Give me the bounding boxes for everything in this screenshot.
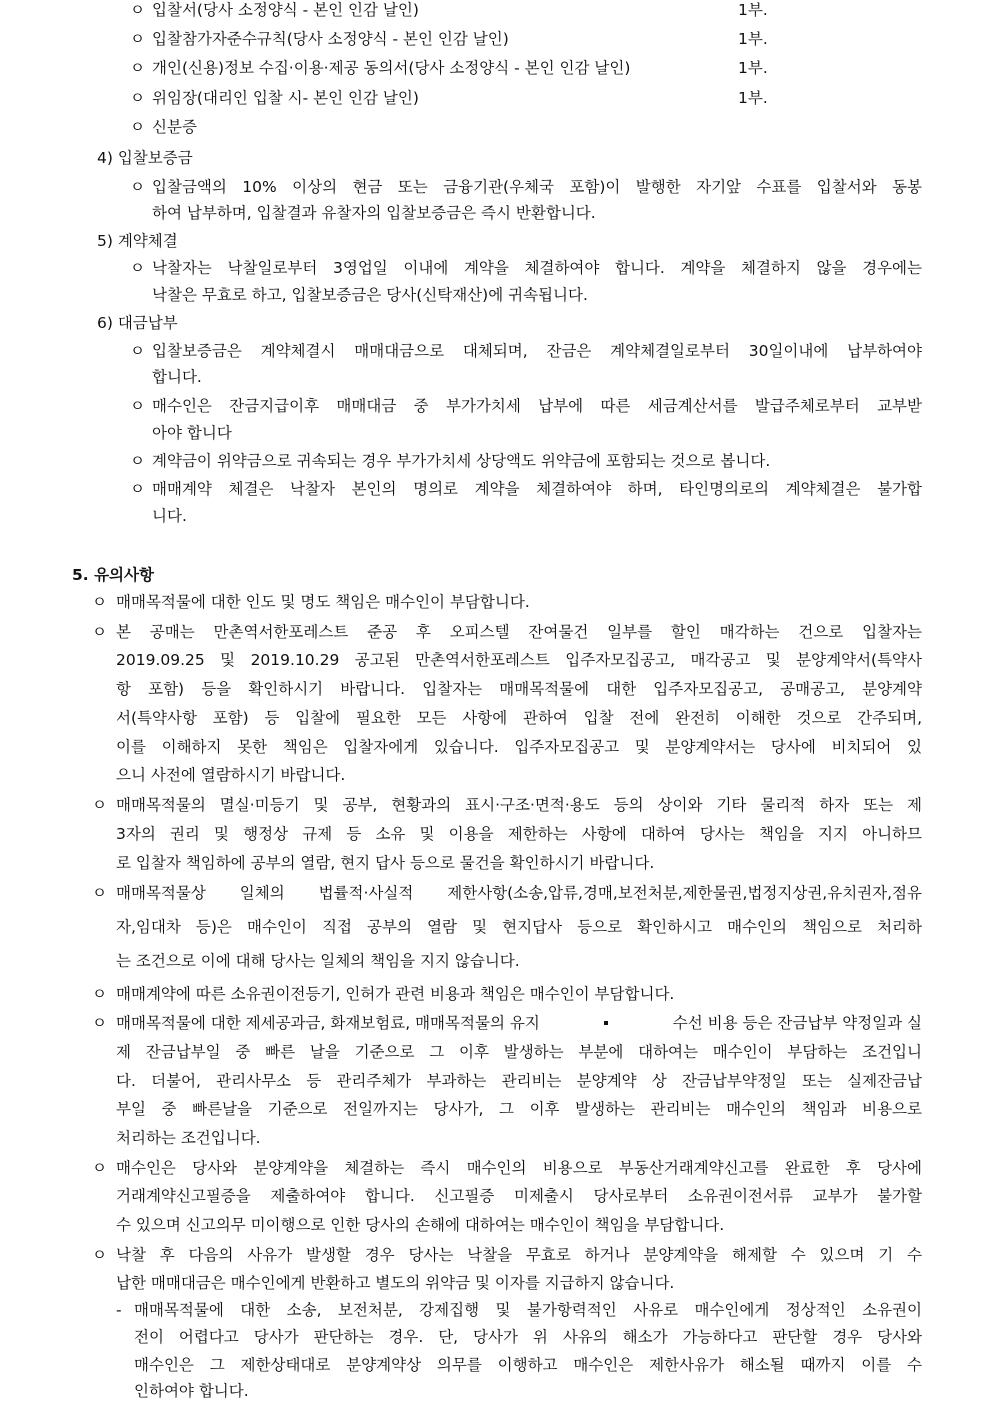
paragraph-line: 매수인은 잔금지급이후 매매대금 중 부가가치세 납부에 따른 세금계산서를 발급주체로부터 교부받 bbox=[152, 397, 922, 415]
section-heading-notes: 5. 유의사항 bbox=[72, 566, 154, 584]
document-page: ㅇ 입찰서(당사 소정양식 - 본인 인감 날인) 1부. ㅇ 입찰참가자준수규칙(당사 소정양식 - 본인 인감 날인) 1부. ㅇ 개인(신용)정보 수집·이용·제공 동의서(당사 소정양식 - 본인 인감 날인) 1부. ㅇ 위임장(대리인 입찰 시- 본인 인감 날인) 1부. ㅇ 신분증 4) 입찰보증금 ㅇ 입찰금액의 10% 이상의 현금 또는 금융기관(우체국 포함)이 발행한 자기앞 수표를 입찰서와 동봉 하여 납부하며, 입찰결과 유찰자의 입찰보증금은 즉시 반환합니다. 5) 계약체결 ㅇ 낙찰자는 낙찰일로부터 3영업일 이내에 계약을 체결하여야 합니다. 계약을 체결하지 않을 경우에는 낙찰은 무효로 하고, 입찰보증금은 당사(신탁재산)에 귀속됩니다. 6) 대금납부 ㅇ 입찰보증금은 계약체결시 매매대금으로 대체되며, 잔금은 계약체결일로부터 30일이내에 납부하여야 합니다. ㅇ 매수인은 잔금지급이후 매매대금 중 부가가치세 납부에 따른 세금계산서를 발급주체로부터 교부받 아야 합니다 ㅇ 계약금이 위약금으로 귀속되는 경우 부가가치세 상당액도 위약금에 포함되는 것으로 봅니다. ㅇ 매매계약 체결은 낙찰자 본인의 명의로 계약을 체결하여야 하며, 타인명의로의 계약체결은 불가합 니다. 5. 유의사항 ㅇ 매매목적물에 대한 인도 및 명도 책임은 매수인이 부담합니다. ㅇ 본 공매는 만촌역서한포레스트 준공 후 오피스텔 잔여물건 일부를 할인 매각하는 건으로 입찰자는 2019.09.25 및 2019.10.29 공고된 만촌역서한포레스트 입주자모집공고, 매각공고 및 분양계약서(특약사 항 포함) 등을 확인하시기 바랍니다. 입찰자는 매매목적물에 대한 입주자모집공고, 공매공고, 분양계약 서(특약사항 포함) 등 입찰에 필요한 모든 사항에 관하여 입찰 전에 완전히 이해한 것으로 간주되며, 이를 이해하지 못한 책임은 입찰자에게 있습니다. 입주자모집공고 및 분양계약서는 당사에 비치되어 있 으니 사전에 열람하시기 바랍니다. ㅇ 매매목적물의 멸실·미등기 및 공부, 현황과의 표시·구조·면적·용도 등의 상이와 기타 물리적 하자 또는 제 3자의 권리 및 행정상 규제 등 소유 및 이용을 제한하는 사항에 대하여 당사는 책임을 지지 아니하므 로 입찰자 책임하에 공부의 열람, 현지 답사 등으로 물건을 확인하시기 바랍니다. ㅇ 매매목적물상 일체의 법률적·사실적 제한사항(소송,압류,경매,보전처분,제한물권,법정지상권,유치권자,점유 자,임대차 등)은 매수인이 직접 공부의 열람 및 현지답사 등으로 확인하시고 매수인의 책임으로 처리하 는 조건으로 이에 대해 당사는 일체의 책임을 지지 않습니다. ㅇ 매매계약에 따른 소유권이전등기, 인허가 관련 비용과 책임은 매수인이 부담합니다. ㅇ 매매목적물에 대한 제세공과금, 화재보험료, 매매목적물의 유지 수선 비용 등은 잔금납부 약정일과 실 제 잔금납부일 중 빠른 날을 기준으로 그 이후 발생하는 부분에 대하여는 매수인이 부담하는 조건입니 다. 더불어, 관리사무소 등 관리주체가 부과하는 관리비는 분양계약 상 잔금납부약정일 또는 실제잔금납 부일 중 빠른날을 기준으로 전일까지는 당사가, 그 이후 발생하는 관리비는 매수인의 책임과 비용으로 처리하는 조건입니다. ㅇ 매수인은 당사와 분양계약을 체결하는 즉시 매수인의 비용으로 부동산거래계약신고를 완료한 후 당사에 거래계약신고필증을 제출하여야 합니다. 신고필증 미제출시 당사로부터 소유권이전서류 교부가 불가할 수 있으며 신고의무 미이행으로 인한 당사의 손해에 대하여는 매수인이 책임을 부담합니다. ㅇ 낙찰 후 다음의 사유가 발생할 경우 당사는 낙찰을 무효로 하거나 분양계약을 해제할 수 있으며 기 수 납한 매매대금은 매수인에게 반환하고 별도의 위약금 및 이자를 지급하지 않습니다. - 매매목적물에 대한 소송, 보전처분, 강제집행 및 불가항력적인 사유로 매수인에게 정상적인 소유권이 전이 어렵다고 당사가 판단하는 경우. 단, 당사가 위 사유의 해소가 가능하다고 판단할 경우 당사와 매수인은 그 제한상태대로 분양계약상 의무를 이행하고 매수인은 제한사유가 해소될 때까지 이를 수 인하여야 합니다. bbox=[72, 1, 922, 1400]
paragraph-line: 계약금이 위약금으로 귀속되는 경우 부가가치세 상당액도 위약금에 포함되는 것으로 봅니다. bbox=[152, 452, 771, 470]
paragraph-line: 입찰보증금은 계약체결시 매매대금으로 대체되며, 잔금은 계약체결일로부터 30일이내에 납부하여야 bbox=[152, 342, 922, 360]
paragraph-line: 2019.09.25 및 2019.10.29 공고된 만촌역서한포레스트 입주자모집공고, 매각공고 및 분양계약서(특약사 bbox=[116, 651, 922, 669]
paragraph-line: 매매계약에 따른 소유권이전등기, 인허가 관련 비용과 책임은 매수인이 부담합니다. bbox=[116, 985, 675, 1003]
paragraph-line: 인하여야 합니다. bbox=[134, 1382, 249, 1400]
paragraph-line: 매수인은 그 제한상태대로 분양계약상 의무를 이행하고 매수인은 제한사유가 해소될 때까지 이를 수 bbox=[134, 1356, 922, 1374]
paragraph-line: 매매목적물상 일체의 법률적·사실적 제한사항(소송,압류,경매,보전처분,제한물권,법정지상권,유치권자,점유 bbox=[116, 884, 922, 902]
paragraph-line: 매매목적물에 대한 소송, 보전처분, 강제집행 및 불가항력적인 사유로 매수인에게 정상적인 소유권이 bbox=[134, 1301, 922, 1319]
paragraph-line: 제 잔금납부일 중 빠른 날을 기준으로 그 이후 발생하는 부분에 대하여는 매수인이 부담하는 조건입니 bbox=[116, 1043, 922, 1061]
paragraph-line: 로 입찰자 책임하에 공부의 열람, 현지 답사 등으로 물건을 확인하시기 바랍니다. bbox=[116, 854, 655, 872]
paragraph-line: 매매목적물에 대한 인도 및 명도 책임은 매수인이 부담합니다. bbox=[116, 593, 530, 611]
paragraph-line: 매매목적물에 대한 제세공과금, 화재보험료, 매매목적물의 유지 수선 비용 등은 잔금납부 약정일과 실 bbox=[116, 1014, 922, 1032]
section-title-payment: 6) 대금납부 bbox=[97, 314, 178, 332]
paragraph-line: 니다. bbox=[152, 507, 187, 525]
paragraph-line: 부일 중 빠른날을 기준으로 전일까지는 당사가, 그 이후 발생하는 관리비는 매수인의 책임과 비용으로 bbox=[116, 1100, 922, 1118]
paragraph-line: 전이 어렵다고 당사가 판단하는 경우. 단, 당사가 위 사유의 해소가 가능하다고 판단할 경우 당사와 bbox=[134, 1328, 922, 1346]
paragraph-line: 자,임대차 등)은 매수인이 직접 공부의 열람 및 현지답사 등으로 확인하시고 매수인의 책임으로 처리하 bbox=[116, 918, 922, 936]
paragraph-line: 다. 더불어, 관리사무소 등 관리주체가 부과하는 관리비는 분양계약 상 잔금납부약정일 또는 실제잔금납 bbox=[116, 1072, 922, 1090]
paragraph-line: 서(특약사항 포함) 등 입찰에 필요한 모든 사항에 관하여 입찰 전에 완전히 이해한 것으로 간주되며, bbox=[116, 709, 922, 727]
paragraph-line: 입찰금액의 10% 이상의 현금 또는 금융기관(우체국 포함)이 발행한 자기앞 수표를 입찰서와 동봉 bbox=[152, 178, 922, 196]
paragraph-line: 수 있으며 신고의무 미이행으로 인한 당사의 손해에 대하여는 매수인이 책임을 부담합니다. bbox=[116, 1216, 725, 1234]
paragraph-line: 처리하는 조건입니다. bbox=[116, 1129, 261, 1147]
paragraph-line: 낙찰은 무효로 하고, 입찰보증금은 당사(신탁재산)에 귀속됩니다. bbox=[152, 286, 588, 304]
paragraph-line: 거래계약신고필증을 제출하여야 합니다. 신고필증 미제출시 당사로부터 소유권이전서류 교부가 불가할 bbox=[116, 1187, 922, 1205]
paragraph-line: 항 포함) 등을 확인하시기 바랍니다. 입찰자는 매매목적물에 대한 입주자모집공고, 공매공고, 분양계약 bbox=[116, 680, 922, 698]
middle-dot-icon bbox=[604, 1021, 608, 1025]
paragraph-line: 본 공매는 만촌역서한포레스트 준공 후 오피스텔 잔여물건 일부를 할인 매각하는 건으로 입찰자는 bbox=[116, 623, 922, 641]
paragraph-line: 매매계약 체결은 낙찰자 본인의 명의로 계약을 체결하여야 하며, 타인명의로의 계약체결은 불가합 bbox=[152, 480, 922, 498]
paragraph-line: 아야 합니다 bbox=[152, 424, 232, 442]
section-title-contract: 5) 계약체결 bbox=[97, 232, 178, 250]
paragraph-line: 매매목적물의 멸실·미등기 및 공부, 현황과의 표시·구조·면적·용도 등의 상이와 기타 물리적 하자 또는 제 bbox=[116, 796, 922, 814]
paragraph-line: 는 조건으로 이에 대해 당사는 일체의 책임을 지지 않습니다. bbox=[116, 952, 520, 970]
paragraph-line: 으니 사전에 열람하시기 바랍니다. bbox=[116, 766, 346, 784]
paragraph-line: 납한 매매대금은 매수인에게 반환하고 별도의 위약금 및 이자를 지급하지 않습니다. bbox=[116, 1274, 675, 1292]
paragraph-line: 낙찰자는 낙찰일로부터 3영업일 이내에 계약을 체결하여야 합니다. 계약을 체결하지 않을 경우에는 bbox=[152, 259, 922, 277]
paragraph-line: 매수인은 당사와 분양계약을 체결하는 즉시 매수인의 비용으로 부동산거래계약신고를 완료한 후 당사에 bbox=[116, 1159, 922, 1177]
section-title-bid-deposit: 4) 입찰보증금 bbox=[97, 149, 193, 167]
paragraph-line: 낙찰 후 다음의 사유가 발생할 경우 당사는 낙찰을 무효로 하거나 분양계약을 해제할 수 있으며 기 수 bbox=[116, 1246, 922, 1264]
paragraph-line: 하여 납부하며, 입찰결과 유찰자의 입찰보증금은 즉시 반환합니다. bbox=[152, 204, 596, 222]
paragraph-line: 합니다. bbox=[152, 368, 202, 386]
paragraph-line: 이를 이해하지 못한 책임은 입찰자에게 있습니다. 입주자모집공고 및 분양계약서는 당사에 비치되어 있 bbox=[116, 738, 922, 756]
paragraph-line: 3자의 권리 및 행정상 규제 등 소유 및 이용을 제한하는 사항에 대하여 당사는 책임을 지지 아니하므 bbox=[116, 825, 922, 843]
